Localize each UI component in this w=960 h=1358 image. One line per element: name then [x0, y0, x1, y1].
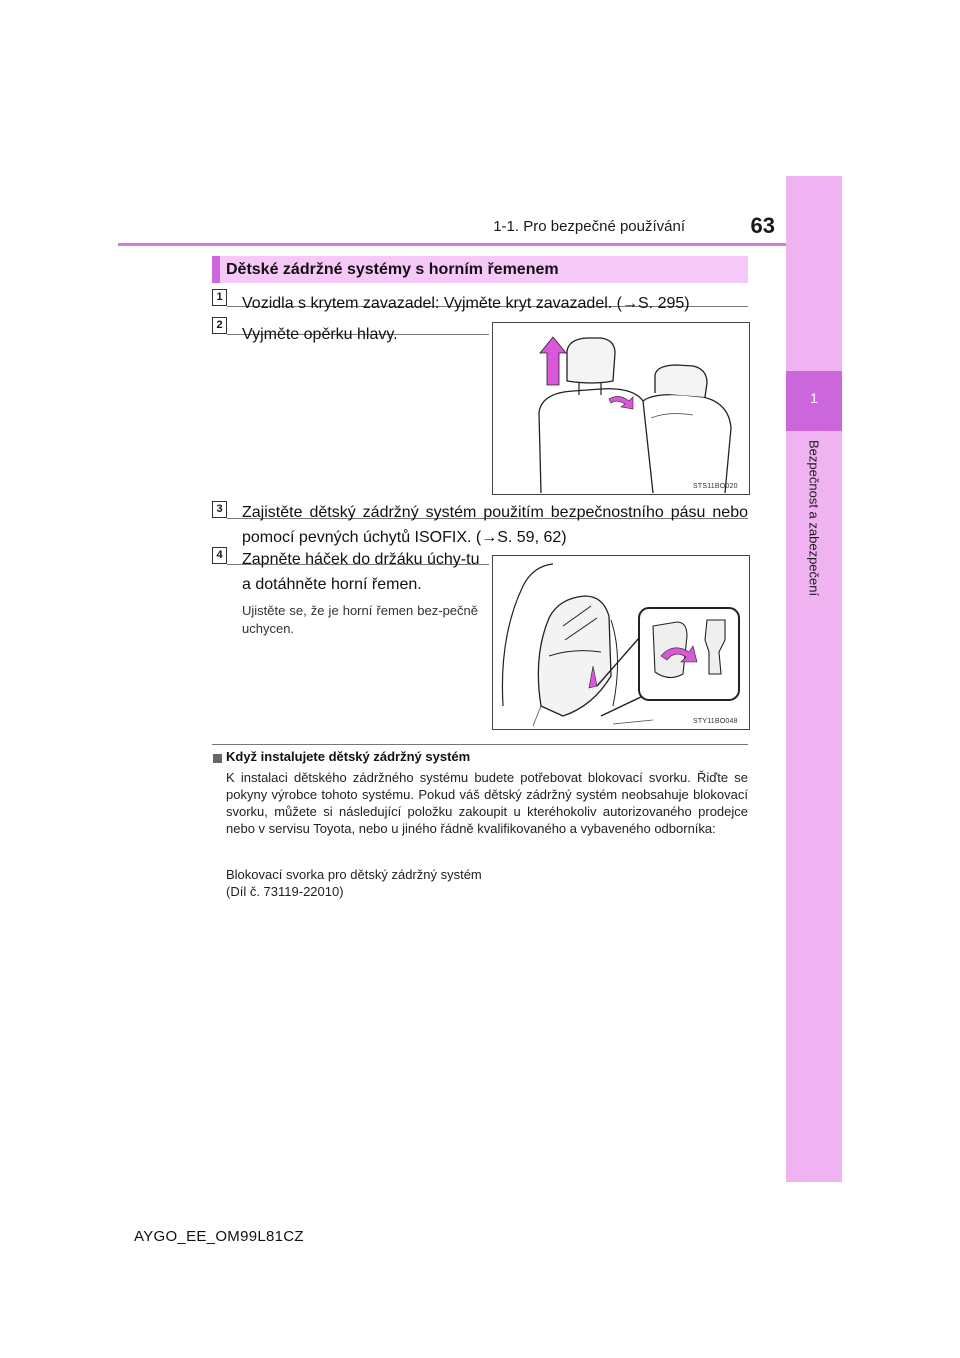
part-line-2: (Díl č. 73119-22010) [226, 884, 344, 899]
step-badge-3: 3 [212, 501, 227, 518]
tether-illustration [493, 556, 749, 729]
chapter-number: 1 [810, 390, 818, 406]
step-badge-4: 4 [212, 547, 227, 564]
step-3-text: Zajistěte dětský zádržný systém použitím bezpečnostního pásu nebo pomocí pevných úchytů ISOFIX. (→S. 59, 62) [242, 504, 748, 546]
note-paragraph: K instalaci dětského zádržného systému budete potřebovat blokovací svorku. Řiďte se pokyny výrobce tohoto systému. Pokud váš dětský zádržný systém neobsahuje blokovací svorku, můžete si následující položku zakoupit u kteréhokoliv autorizovaného prodejce nebo v servisu Toyota, nebo u jiného řádně kvalifikovaného a vybaveného odborníka: [226, 770, 748, 836]
section-heading: Dětské zádržné systémy s horním řemenem [226, 261, 559, 278]
document-code: AYGO_EE_OM99L81CZ [134, 1228, 304, 1245]
page-number: 63 [750, 213, 775, 238]
chapter-title: Bezpečnost a zabezpečení [806, 440, 822, 597]
step-1-text: Vozidla s krytem zavazadel: Vyjměte kryt zavazadel. (→S. 295) [242, 295, 690, 312]
step-badge-1: 1 [212, 289, 227, 306]
note-divider [212, 744, 748, 745]
step-badge-2: 2 [212, 317, 227, 334]
square-bullet-icon [213, 754, 222, 763]
figure-code: STS11BO020 [693, 483, 738, 490]
side-tab [786, 176, 842, 1182]
headrest-illustration [493, 323, 749, 494]
tether-figure [492, 555, 750, 730]
step-2-text: Vyjměte opěrku hlavy. [242, 326, 398, 343]
section-title: 1-1. Pro bezpečné používání [493, 218, 685, 235]
part-line-1: Blokovací svorka pro dětský zádržný systém [226, 867, 482, 882]
step-4-text: Zapněte háček do držáku úchy-tu a dotáhněte horní řemen. [242, 551, 480, 593]
figure-code: STY11BO048 [693, 718, 738, 725]
step-4-note: Ujistěte se, že je horní řemen bez-pečně uchycen. [242, 603, 478, 636]
header-rule [118, 243, 786, 246]
headrest-figure [492, 322, 750, 495]
note-heading: Když instalujete dětský zádržný systém [226, 749, 471, 764]
